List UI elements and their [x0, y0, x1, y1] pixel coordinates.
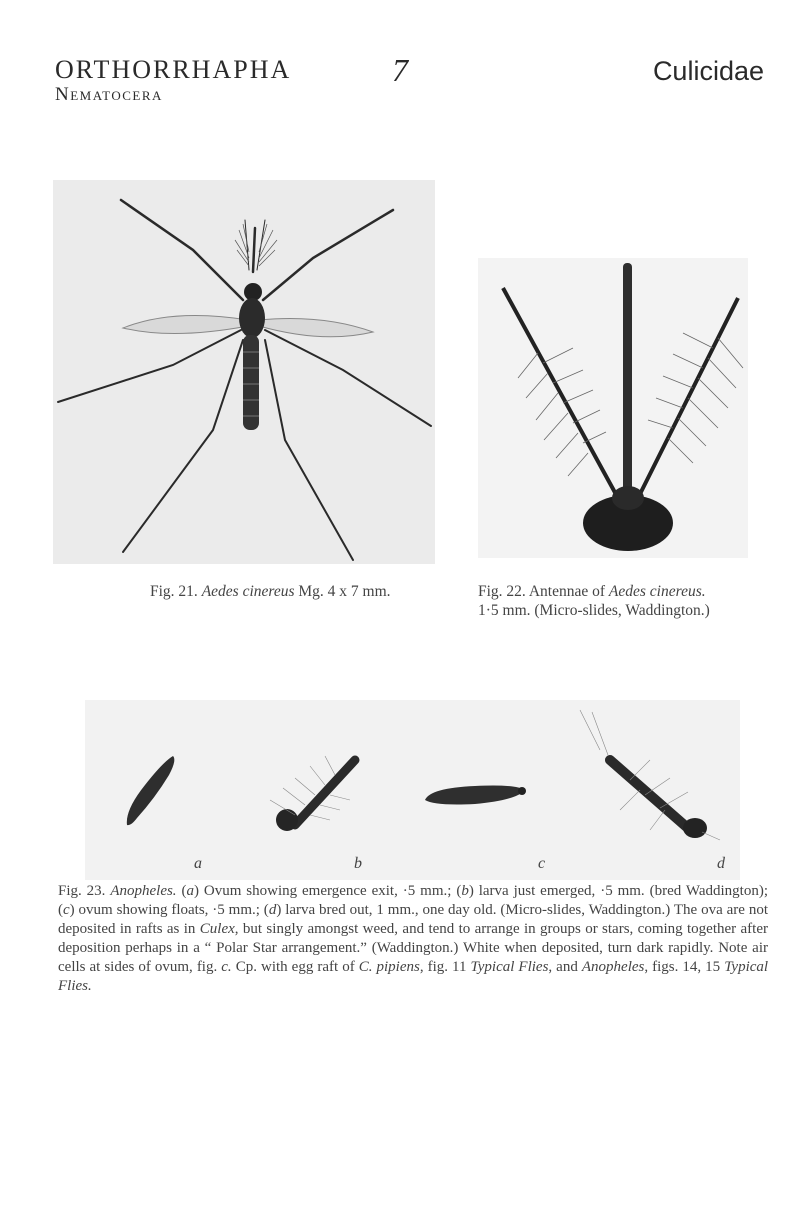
fig23-text: , but singly amongst weed, and tend to arrange in groups or stars, coming together after deposition perhaps in a “ Polar Star arrangement.” (Waddington.) White when deposited, turn dark rapidly. Note air cells at sides of ovum, fig.: [58, 921, 768, 975]
fig23-letter-c: c: [538, 855, 546, 872]
order-title: ORTHORRHAPHA: [55, 55, 292, 84]
fig23-text: ) ovum showing floats, ·5 mm.; (: [69, 902, 269, 918]
fig23-photo-c: [405, 700, 570, 880]
fig23-letter-b: b: [354, 855, 362, 872]
fig23-typical-flies-ref: Typical Flies: [470, 959, 549, 975]
fig23-text: ) Ovum showing emergence exit, ·5 mm.; (: [193, 883, 462, 899]
fig23-label: Fig. 23.: [58, 883, 106, 899]
fig23-culex: Culex: [199, 921, 235, 937]
fig23-text: , fig. 11: [419, 959, 467, 975]
fig23-text: (: [181, 883, 187, 899]
fig23-text: Cp. with egg raft of: [235, 959, 355, 975]
fig23-anopheles-ref: Anopheles: [581, 959, 645, 975]
fig23-ref-d: d: [268, 902, 277, 918]
fig23-photo-b: [235, 700, 405, 880]
larva-just-emerged-illustration: [235, 700, 405, 880]
fig22-species: Aedes cinereus.: [608, 583, 706, 600]
fig23-ref-c2: c.: [221, 959, 232, 975]
fig23-ref-c: c: [63, 902, 70, 918]
fig23-text: , figs. 14, 15: [644, 959, 721, 975]
fig21-photo: [53, 180, 435, 564]
fig23-photo-a: [85, 700, 235, 880]
fig22-text: Antennae of: [528, 583, 606, 600]
fig23-text: ) larva just emerged, ·5 mm. (bred Waddington); (: [58, 883, 768, 918]
fig22-line2: 1·5 mm. (Micro-slides, Waddington.): [478, 602, 710, 619]
mosquito-illustration: [53, 180, 435, 564]
fig23-typical-flies-ref: Typical Flies.: [58, 959, 769, 994]
fig23-letter-d: d: [717, 855, 725, 872]
fig23-ref-b: b: [461, 883, 469, 899]
fig21-detail: Mg. 4 x 7 mm.: [298, 583, 391, 600]
fig23-text: , and: [548, 959, 578, 975]
running-header-left: [55, 56, 291, 106]
fig23-letter-a: a: [194, 855, 202, 872]
family-title: Culicidae: [652, 56, 764, 86]
ovum-emergence-illustration: [85, 700, 235, 880]
fig22-caption: [478, 582, 778, 620]
fig23-pipiens: C. pipiens: [358, 959, 420, 975]
fig23-caption: [58, 882, 768, 996]
fig21-species: Aedes cinereus: [201, 583, 295, 600]
ovum-floats-illustration: [405, 700, 570, 880]
suborder-title: Nematocera: [55, 84, 163, 105]
fig21-label: Fig. 21.: [150, 583, 198, 600]
fig22-label: Fig. 22.: [478, 583, 526, 600]
fig23-photo-d: [570, 700, 740, 880]
larva-one-day-old-illustration: [570, 700, 740, 880]
fig23-genus: Anopheles.: [110, 883, 177, 899]
fig22-photo: [478, 258, 748, 558]
fig21-caption: [150, 582, 391, 601]
fig23-text: ) larva bred out, 1 mm., one day old. (Micro-slides, Waddington.) The ova are not deposited in rafts as in: [58, 902, 768, 937]
page-number: 7: [392, 52, 408, 88]
fig23-ref-a: a: [186, 883, 194, 899]
antennae-illustration: [478, 258, 748, 558]
